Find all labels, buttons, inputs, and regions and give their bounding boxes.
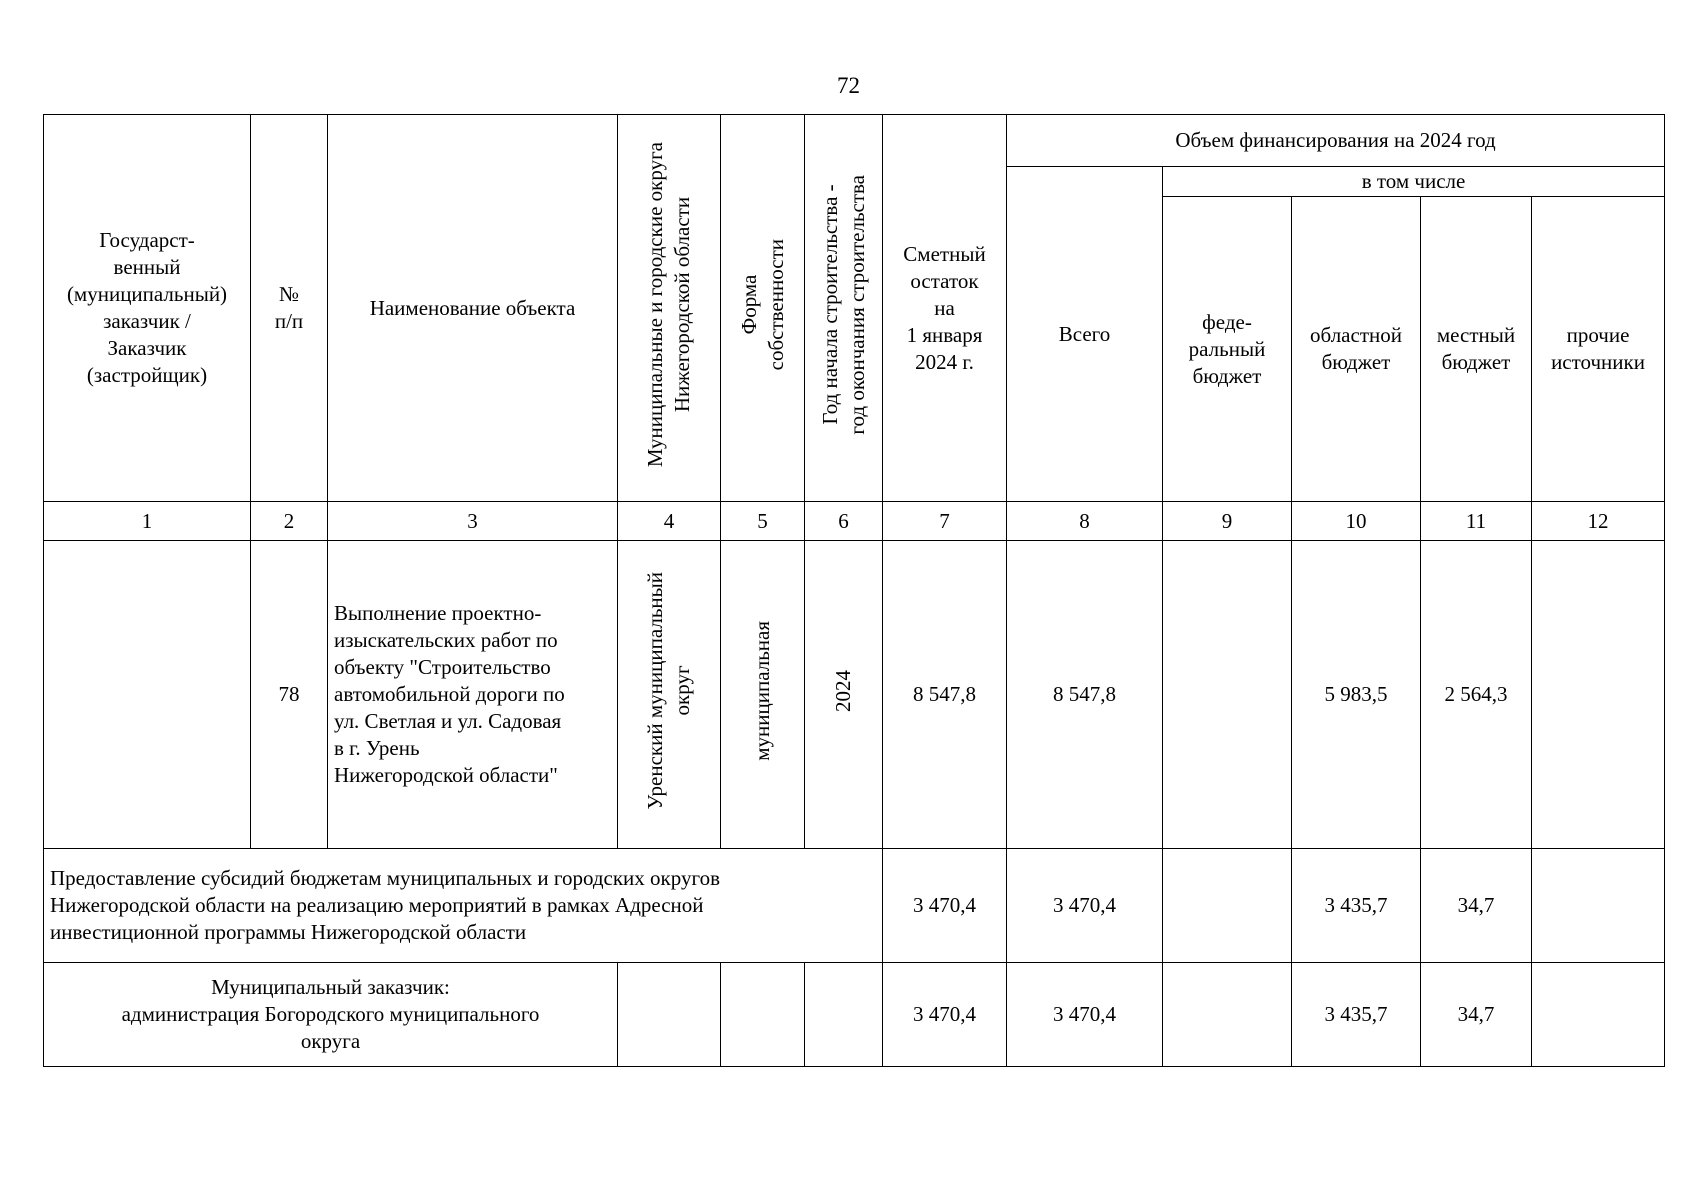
column-number: 5 — [721, 502, 805, 541]
customer-total: 3 470,4 — [1007, 963, 1163, 1067]
customer-empty-cell — [721, 963, 805, 1067]
subsidy-total: 3 470,4 — [1007, 849, 1163, 963]
header-years-text: Год начала строительства - год окончания строительства — [817, 174, 869, 435]
header-number: № п/п — [251, 115, 328, 502]
column-number: 8 — [1007, 502, 1163, 541]
investment-program-table — [43, 114, 1665, 1067]
customer-other — [1532, 963, 1665, 1067]
header-funding: Объем финансирования на 2024 год — [1007, 115, 1665, 167]
header-ownership-text: Форма собственности — [736, 238, 788, 371]
customer-federal — [1163, 963, 1292, 1067]
table-row-subsidy — [44, 849, 1665, 963]
object-federal — [1163, 541, 1292, 849]
subsidy-estimate: 3 470,4 — [883, 849, 1007, 963]
object-ownership-text: муниципальная — [750, 621, 774, 761]
header-ownership — [721, 115, 805, 502]
customer-label: Муниципальный заказчик: администрация Богородского муниципального округа — [44, 963, 618, 1067]
object-municipality — [618, 541, 721, 849]
header-including: в том числе — [1163, 167, 1665, 197]
object-other — [1532, 541, 1665, 849]
object-ownership — [721, 541, 805, 849]
customer-local: 34,7 — [1421, 963, 1532, 1067]
table-row-object — [44, 541, 1665, 849]
object-local: 2 564,3 — [1421, 541, 1532, 849]
column-number: 11 — [1421, 502, 1532, 541]
object-year-text: 2024 — [831, 670, 855, 712]
header-estimate: Сметный остаток на 1 января 2024 г. — [883, 115, 1007, 502]
object-customer-cell — [44, 541, 251, 849]
object-total: 8 547,8 — [1007, 541, 1163, 849]
page-number: 72 — [837, 73, 860, 98]
customer-empty-cell — [805, 963, 883, 1067]
subsidy-other — [1532, 849, 1665, 963]
customer-regional: 3 435,7 — [1292, 963, 1421, 1067]
object-estimate: 8 547,8 — [883, 541, 1007, 849]
column-number: 7 — [883, 502, 1007, 541]
subsidy-federal — [1163, 849, 1292, 963]
header-municipality-text: Муниципальные и городские округа Нижегородской области — [643, 141, 694, 468]
column-number: 12 — [1532, 502, 1665, 541]
object-year — [805, 541, 883, 849]
table-row-customer — [44, 963, 1665, 1067]
column-numbers-row — [44, 502, 1665, 541]
column-number: 9 — [1163, 502, 1292, 541]
object-municipality-text: Уренский муниципальный округ — [643, 572, 694, 810]
header-object-name: Наименование объекта — [328, 115, 618, 502]
header-regional: областной бюджет — [1292, 197, 1421, 502]
column-number: 2 — [251, 502, 328, 541]
customer-empty-cell — [618, 963, 721, 1067]
subsidy-regional: 3 435,7 — [1292, 849, 1421, 963]
header-customer: Государст- венный (муниципальный) заказчик / Заказчик (застройщик) — [44, 115, 251, 502]
header-other: прочие источники — [1532, 197, 1665, 502]
subsidy-label: Предоставление субсидий бюджетам муниципальных и городских округов Нижегородской области на реализацию мероприятий в рамках Адресной инвестиционной программы Нижегородской области — [44, 849, 883, 963]
object-name: Выполнение проектно- изыскательских работ по объекту "Строительство автомобильной дороги по ул. Светлая и ул. Садовая в г. Урень Нижегородской области" — [328, 541, 618, 849]
header-federal: феде- ральный бюджет — [1163, 197, 1292, 502]
column-number: 10 — [1292, 502, 1421, 541]
object-regional: 5 983,5 — [1292, 541, 1421, 849]
header-local: местный бюджет — [1421, 197, 1532, 502]
header-years — [805, 115, 883, 502]
header-municipality — [618, 115, 721, 502]
column-number: 3 — [328, 502, 618, 541]
column-number: 6 — [805, 502, 883, 541]
object-number: 78 — [251, 541, 328, 849]
column-number: 4 — [618, 502, 721, 541]
header-total: Всего — [1007, 167, 1163, 502]
subsidy-local: 34,7 — [1421, 849, 1532, 963]
customer-estimate: 3 470,4 — [883, 963, 1007, 1067]
column-number: 1 — [44, 502, 251, 541]
